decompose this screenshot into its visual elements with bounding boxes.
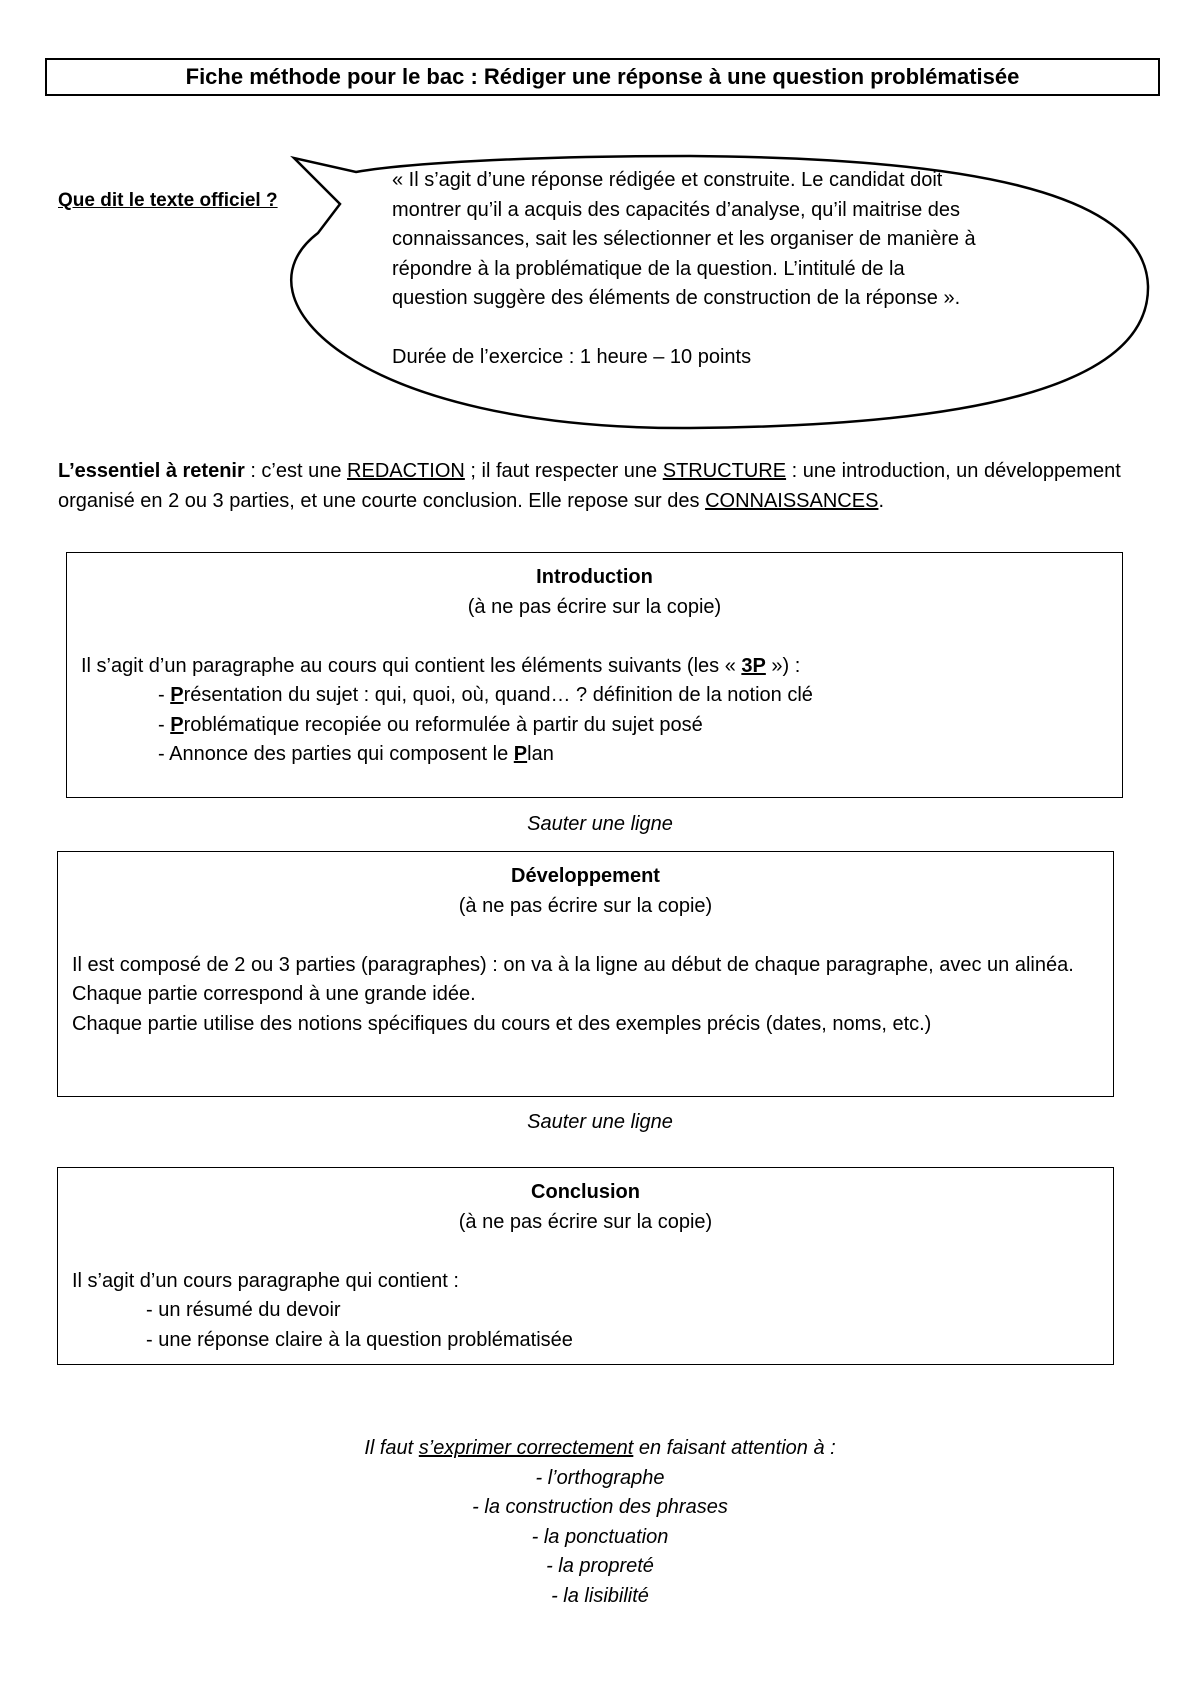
list-item <box>81 681 1108 711</box>
advice-item: - l’orthographe <box>535 1466 665 1489</box>
introduction-note: (à ne pas écrire sur la copie) <box>467 595 722 618</box>
advice-text: Il faut <box>364 1437 419 1459</box>
conclusion-box <box>57 1167 1114 1365</box>
essentiel-lead: L’essentiel à retenir <box>58 460 245 482</box>
advice-item: - la lisibilité <box>551 1584 649 1607</box>
exercise-duration: Durée de l’exercice : 1 heure – 10 points <box>392 346 752 368</box>
keyword-redaction: REDACTION <box>347 460 465 482</box>
list-item: - un résumé du devoir <box>146 1299 341 1321</box>
introduction-box <box>66 552 1123 798</box>
list-item: - une réponse claire à la question problématisée <box>146 1328 573 1351</box>
developpement-line: Chaque partie correspond à une grande idée. <box>72 983 476 1005</box>
item-text: résentation du sujet : qui, quoi, où, quand… ? définition de la notion clé <box>183 684 813 706</box>
list-item <box>81 740 1108 770</box>
advice-lead <box>0 1434 1200 1464</box>
keyword-connaissances: CONNAISSANCES <box>705 490 879 512</box>
item-letter: P <box>170 713 184 736</box>
conclusion-intro: Il s’agit d’un cours paragraphe qui contient : <box>72 1269 459 1292</box>
advice-text: en faisant attention à : <box>633 1437 836 1459</box>
item-text: roblématique recopiée ou reformulée à partir du sujet posé <box>183 713 703 736</box>
item-prefix: - <box>158 713 171 736</box>
item-prefix: - Annonce des parties qui composent le <box>158 743 514 765</box>
spacer <box>72 1237 1099 1267</box>
developpement-box <box>57 851 1114 1097</box>
conclusion-note: (à ne pas écrire sur la copie) <box>458 1210 713 1233</box>
quote-line: montrer qu’il a acquis des capacités d’analyse, qu’il maitrise des <box>392 198 961 221</box>
quote-spacer <box>392 314 1072 344</box>
quote-line: question suggère des éléments de construction de la réponse ». <box>392 287 961 309</box>
item-prefix: - <box>158 684 171 706</box>
quote-line: connaissances, sait les sélectionner et les organiser de manière à <box>392 228 976 250</box>
quote-line: répondre à la problématique de la question. L’intitulé de la <box>392 257 905 280</box>
skip-line-note: Sauter une ligne <box>527 1111 673 1133</box>
advice-item: - la construction des phrases <box>472 1496 728 1518</box>
skip-line-note: Sauter une ligne <box>527 813 673 835</box>
official-text-question: Que dit le texte officiel ? <box>58 190 278 211</box>
keyword-3p: 3P <box>741 654 766 677</box>
item-letter: P <box>170 684 184 706</box>
essentiel-text: : c’est une <box>244 460 348 482</box>
advice-item: - la ponctuation <box>531 1525 669 1548</box>
list-item <box>81 711 1108 741</box>
writing-advice <box>0 1434 1200 1611</box>
essentiel-text: ; il faut respecter une <box>464 460 663 482</box>
developpement-line: Chaque partie utilise des notions spécifiques du cours et des exemples précis (dates, noms, etc.) <box>72 1012 932 1035</box>
essentiel-text: : une introduction, un développement organisé en 2 ou 3 parties, et une courte conclusion. Elle repose sur des <box>58 460 1121 512</box>
developpement-line: Il est composé de 2 ou 3 parties (paragraphes) : on va à la ligne au début de chaque paragraphe, avec un alinéa. <box>72 953 1074 976</box>
introduction-intro <box>81 652 1108 682</box>
spacer <box>72 921 1099 951</box>
conclusion-heading: Conclusion <box>531 1181 640 1203</box>
introduction-heading: Introduction <box>536 566 653 588</box>
official-quote <box>392 166 1072 373</box>
intro-text: ») : <box>765 654 801 677</box>
developpement-heading: Développement <box>511 865 660 887</box>
quote-line: « Il s’agit d’une réponse rédigée et construite. Le candidat doit <box>392 169 943 191</box>
developpement-note: (à ne pas écrire sur la copie) <box>458 894 713 917</box>
essentiel-paragraph <box>58 456 1158 516</box>
spacer <box>81 622 1108 652</box>
intro-text: Il s’agit d’un paragraphe au cours qui contient les éléments suivants (les « <box>81 654 742 677</box>
essentiel-text: . <box>878 490 884 512</box>
keyword-structure: STRUCTURE <box>662 460 787 482</box>
advice-keyword: s’exprimer correctement <box>418 1437 634 1459</box>
page-title: Fiche méthode pour le bac : Rédiger une réponse à une question problématisée <box>45 58 1160 96</box>
advice-item: - la propreté <box>546 1555 654 1577</box>
item-text: lan <box>527 743 554 765</box>
item-letter: P <box>513 743 528 765</box>
